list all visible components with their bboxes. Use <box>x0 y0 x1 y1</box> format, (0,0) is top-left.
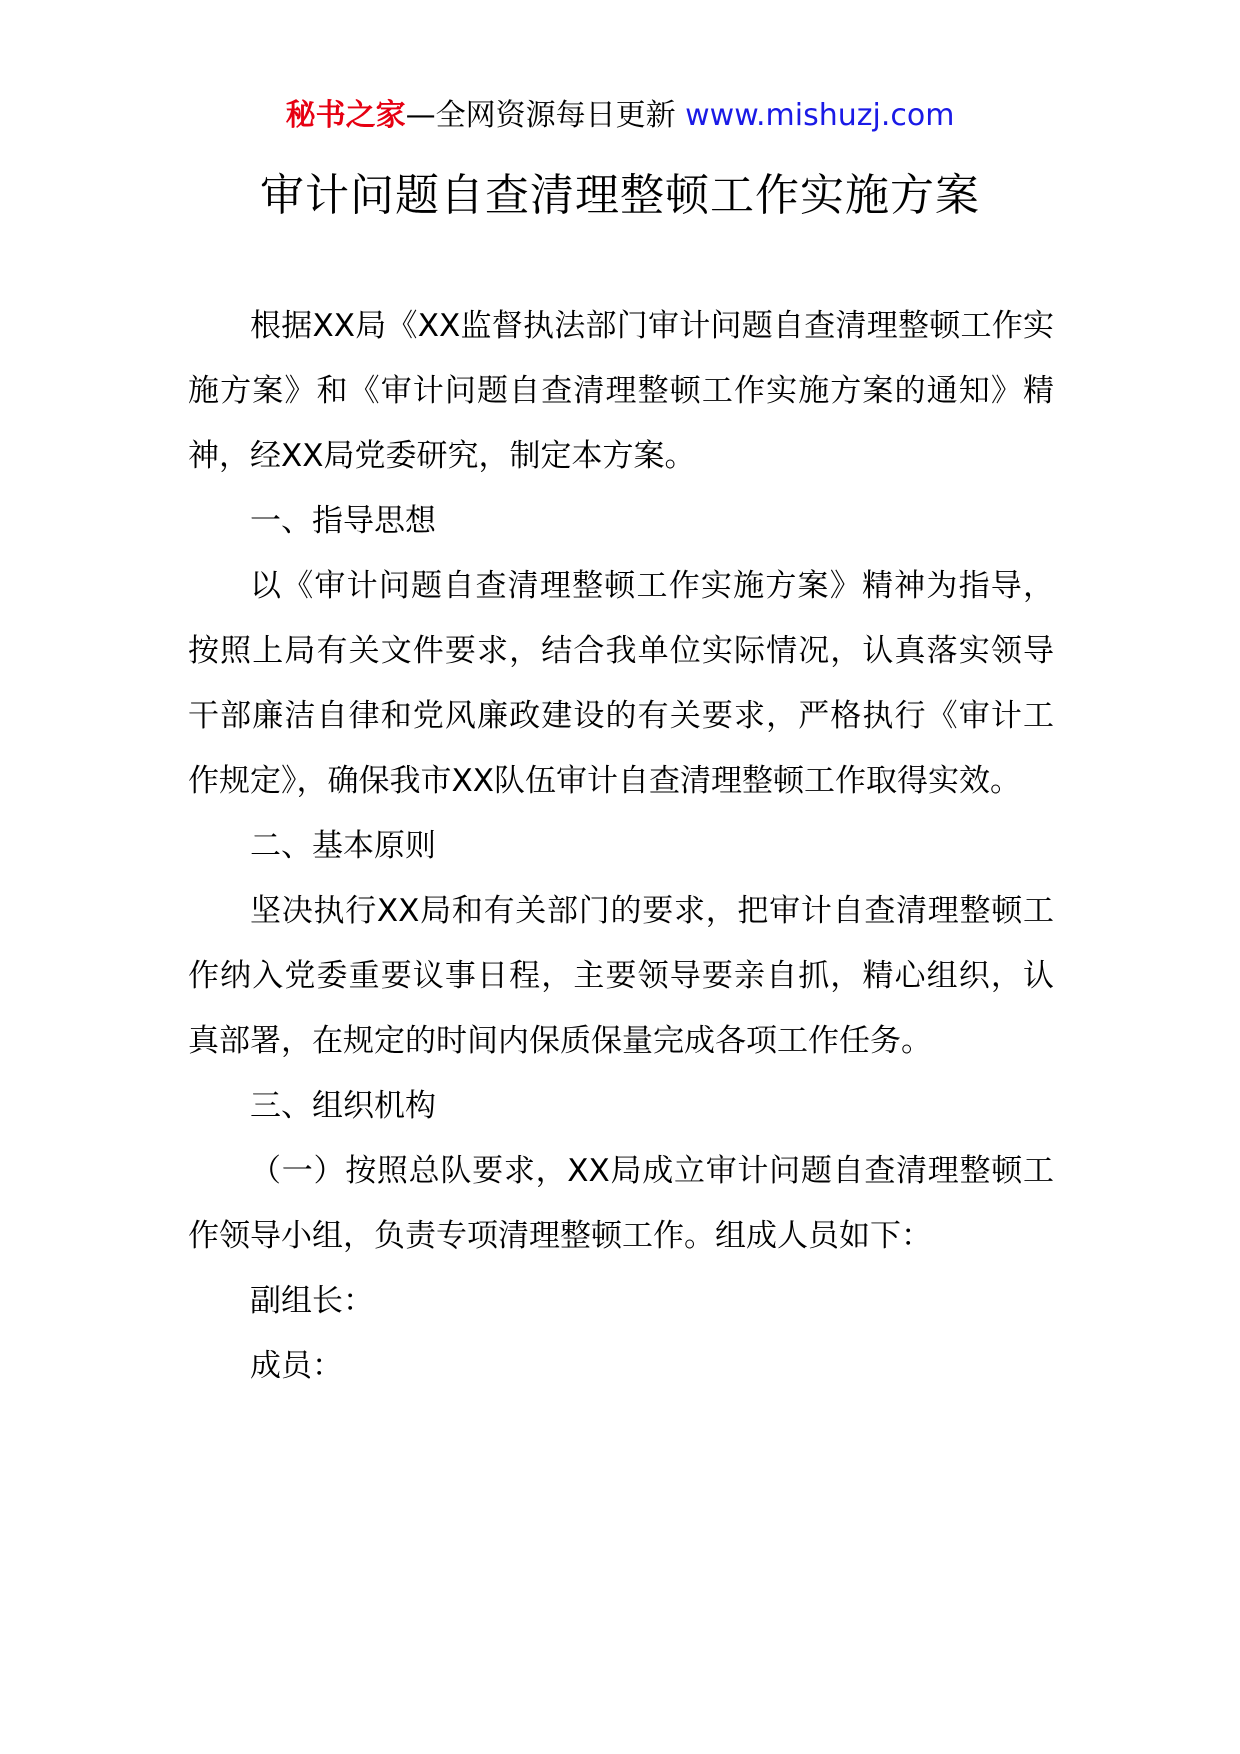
document-body <box>188 294 1054 1399</box>
brand-slogan: —全网资源每日更新 <box>405 98 686 133</box>
paragraph-guiding-ideology: 以《审计问题自查清理整顿工作实施方案》精神为指导，按照上局有关文件要求，结合我单位实际情况，认真落实领导干部廉洁自律和党风廉政建设的有关要求，严格执行《审计工作规定》，确保我市XX队伍审计自查清理整顿工作取得实效。 <box>188 568 1054 799</box>
document-title: 审计问题自查清理整顿工作实施方案 <box>260 170 980 221</box>
section-heading-organization: 三、组织机构 <box>250 1088 436 1124</box>
deputy-leader-line: 副组长： <box>250 1283 374 1319</box>
paragraph-organization: （一）按照总队要求，XX局成立审计问题自查清理整顿工作领导小组，负责专项清理整顿工作。组成人员如下： <box>188 1153 1054 1254</box>
members-line: 成员： <box>250 1348 343 1384</box>
site-url-link[interactable]: www.mishuzj.com <box>685 98 955 133</box>
section-heading-basic-principles: 二、基本原则 <box>250 828 436 864</box>
paragraph-basic-principles: 坚决执行XX局和有关部门的要求，把审计自查清理整顿工作纳入党委重要议事日程，主要领导要亲自抓，精心组织，认真部署，在规定的时间内保质保量完成各项工作任务。 <box>188 893 1054 1059</box>
brand-name: 秘书之家 <box>285 98 406 133</box>
paragraph-intro: 根据XX局《XX监督执法部门审计问题自查清理整顿工作实施方案》和《审计问题自查清理整顿工作实施方案的通知》精神，经XX局党委研究，制定本方案。 <box>188 308 1054 474</box>
section-heading-guiding-ideology: 一、指导思想 <box>250 503 436 539</box>
watermark-header <box>0 96 1240 136</box>
